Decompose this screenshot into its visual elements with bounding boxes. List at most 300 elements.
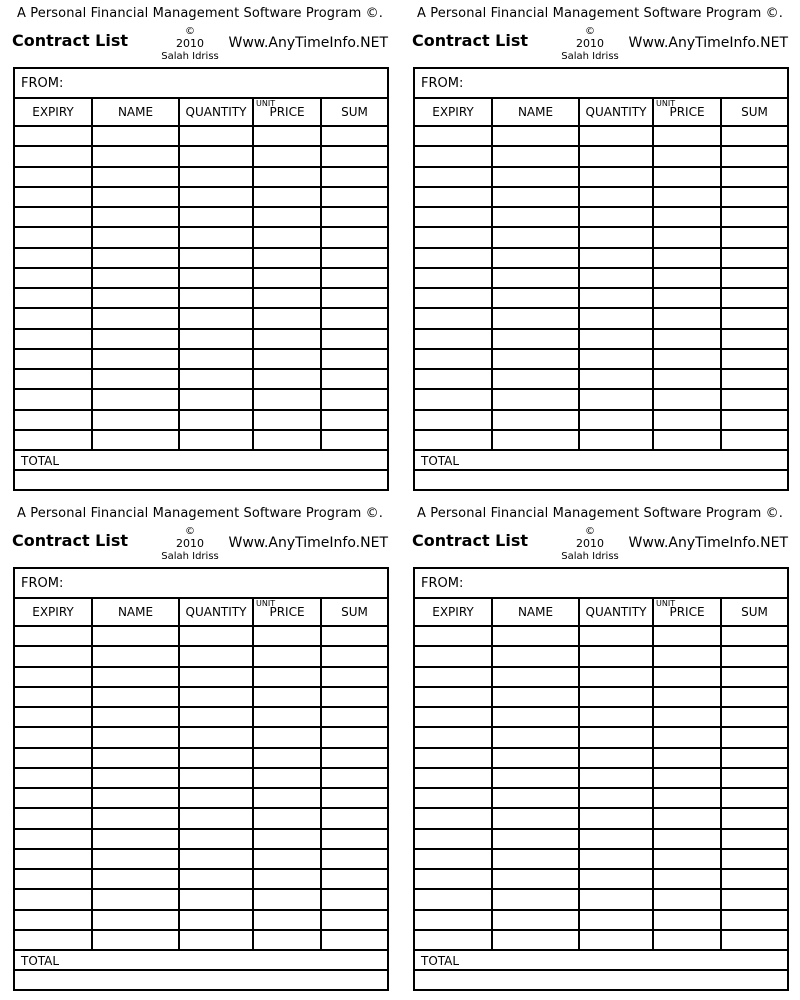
from-field[interactable]: [15, 69, 387, 99]
entry-cell[interactable]: [579, 207, 653, 227]
entry-cell[interactable]: [415, 808, 492, 828]
entry-cell[interactable]: [653, 430, 721, 450]
entry-cell[interactable]: [492, 727, 579, 747]
entry-cell[interactable]: [321, 869, 387, 889]
entry-cell[interactable]: [415, 167, 492, 187]
entry-cell[interactable]: [321, 207, 387, 227]
entry-cell[interactable]: [253, 369, 321, 389]
entry-cell[interactable]: [321, 248, 387, 268]
entry-cell[interactable]: [92, 646, 179, 666]
entry-cell[interactable]: [321, 707, 387, 727]
entry-cell[interactable]: [579, 126, 653, 146]
entry-cell[interactable]: [15, 788, 92, 808]
entry-cell[interactable]: [415, 748, 492, 768]
entry-cell[interactable]: [721, 308, 787, 328]
entry-cell[interactable]: [15, 768, 92, 788]
entry-cell[interactable]: [15, 308, 92, 328]
entry-cell[interactable]: [179, 430, 253, 450]
entry-cell[interactable]: [721, 349, 787, 369]
entry-cell[interactable]: [92, 288, 179, 308]
entry-cell[interactable]: [179, 869, 253, 889]
entry-cell[interactable]: [415, 788, 492, 808]
entry-cell[interactable]: [179, 167, 253, 187]
entry-cell[interactable]: [415, 930, 492, 950]
entry-cell[interactable]: [721, 768, 787, 788]
entry-cell[interactable]: [415, 187, 492, 207]
entry-cell[interactable]: [321, 167, 387, 187]
entry-cell[interactable]: [492, 910, 579, 930]
entry-cell[interactable]: [492, 646, 579, 666]
entry-cell[interactable]: [15, 748, 92, 768]
entry-cell[interactable]: [415, 768, 492, 788]
entry-cell[interactable]: [179, 126, 253, 146]
entry-cell[interactable]: [653, 126, 721, 146]
entry-cell[interactable]: [321, 369, 387, 389]
entry-cell[interactable]: [653, 626, 721, 646]
entry-cell[interactable]: [253, 389, 321, 409]
entry-cell[interactable]: [492, 248, 579, 268]
entry-cell[interactable]: [492, 187, 579, 207]
entry-cell[interactable]: [492, 788, 579, 808]
entry-cell[interactable]: [579, 430, 653, 450]
entry-cell[interactable]: [721, 410, 787, 430]
entry-cell[interactable]: [92, 146, 179, 166]
entry-cell[interactable]: [92, 808, 179, 828]
entry-cell[interactable]: [15, 288, 92, 308]
entry-cell[interactable]: [721, 910, 787, 930]
entry-cell[interactable]: [15, 268, 92, 288]
entry-cell[interactable]: [721, 849, 787, 869]
entry-cell[interactable]: [653, 389, 721, 409]
website-link[interactable]: Www.AnyTimeInfo.NET: [628, 535, 788, 551]
entry-cell[interactable]: [721, 869, 787, 889]
entry-cell[interactable]: [92, 308, 179, 328]
entry-cell[interactable]: [653, 829, 721, 849]
entry-cell[interactable]: [15, 829, 92, 849]
entry-cell[interactable]: [179, 910, 253, 930]
entry-cell[interactable]: [415, 626, 492, 646]
entry-cell[interactable]: [179, 849, 253, 869]
entry-cell[interactable]: [253, 329, 321, 349]
entry-cell[interactable]: [92, 430, 179, 450]
entry-cell[interactable]: [653, 707, 721, 727]
entry-cell[interactable]: [15, 889, 92, 909]
entry-cell[interactable]: [179, 349, 253, 369]
entry-cell[interactable]: [179, 288, 253, 308]
entry-cell[interactable]: [492, 707, 579, 727]
entry-cell[interactable]: [92, 410, 179, 430]
entry-cell[interactable]: [321, 288, 387, 308]
entry-cell[interactable]: [415, 308, 492, 328]
website-link[interactable]: Www.AnyTimeInfo.NET: [628, 35, 788, 51]
entry-cell[interactable]: [321, 768, 387, 788]
entry-cell[interactable]: [579, 369, 653, 389]
entry-cell[interactable]: [415, 227, 492, 247]
entry-cell[interactable]: [579, 727, 653, 747]
entry-cell[interactable]: [579, 146, 653, 166]
entry-cell[interactable]: [721, 727, 787, 747]
entry-cell[interactable]: [179, 727, 253, 747]
entry-cell[interactable]: [321, 626, 387, 646]
entry-cell[interactable]: [653, 687, 721, 707]
entry-cell[interactable]: [492, 146, 579, 166]
entry-cell[interactable]: [321, 788, 387, 808]
entry-cell[interactable]: [579, 768, 653, 788]
from-field[interactable]: [415, 569, 787, 599]
entry-cell[interactable]: [579, 687, 653, 707]
entry-cell[interactable]: [415, 829, 492, 849]
entry-cell[interactable]: [492, 126, 579, 146]
entry-cell[interactable]: [721, 930, 787, 950]
entry-cell[interactable]: [653, 349, 721, 369]
entry-cell[interactable]: [579, 288, 653, 308]
entry-cell[interactable]: [415, 430, 492, 450]
entry-cell[interactable]: [721, 687, 787, 707]
entry-cell[interactable]: [92, 727, 179, 747]
entry-cell[interactable]: [653, 268, 721, 288]
entry-cell[interactable]: [492, 207, 579, 227]
entry-cell[interactable]: [492, 227, 579, 247]
entry-cell[interactable]: [92, 768, 179, 788]
entry-cell[interactable]: [653, 808, 721, 828]
entry-cell[interactable]: [721, 248, 787, 268]
entry-cell[interactable]: [721, 829, 787, 849]
entry-cell[interactable]: [492, 869, 579, 889]
entry-cell[interactable]: [579, 910, 653, 930]
entry-cell[interactable]: [579, 349, 653, 369]
entry-cell[interactable]: [653, 329, 721, 349]
entry-cell[interactable]: [492, 308, 579, 328]
entry-cell[interactable]: [15, 187, 92, 207]
entry-cell[interactable]: [321, 410, 387, 430]
entry-cell[interactable]: [179, 646, 253, 666]
entry-cell[interactable]: [721, 126, 787, 146]
entry-cell[interactable]: [653, 288, 721, 308]
entry-cell[interactable]: [321, 268, 387, 288]
entry-cell[interactable]: [653, 849, 721, 869]
entry-cell[interactable]: [253, 308, 321, 328]
entry-cell[interactable]: [253, 288, 321, 308]
entry-cell[interactable]: [253, 808, 321, 828]
entry-cell[interactable]: [15, 430, 92, 450]
entry-cell[interactable]: [721, 788, 787, 808]
entry-cell[interactable]: [415, 207, 492, 227]
entry-cell[interactable]: [492, 389, 579, 409]
entry-cell[interactable]: [253, 930, 321, 950]
entry-cell[interactable]: [492, 288, 579, 308]
entry-cell[interactable]: [321, 667, 387, 687]
entry-cell[interactable]: [721, 808, 787, 828]
entry-cell[interactable]: [15, 707, 92, 727]
entry-cell[interactable]: [15, 126, 92, 146]
entry-cell[interactable]: [179, 146, 253, 166]
entry-cell[interactable]: [492, 626, 579, 646]
entry-cell[interactable]: [179, 930, 253, 950]
entry-cell[interactable]: [92, 829, 179, 849]
entry-cell[interactable]: [92, 748, 179, 768]
entry-cell[interactable]: [653, 727, 721, 747]
entry-cell[interactable]: [415, 349, 492, 369]
entry-cell[interactable]: [653, 248, 721, 268]
entry-cell[interactable]: [415, 849, 492, 869]
entry-cell[interactable]: [492, 687, 579, 707]
entry-cell[interactable]: [653, 930, 721, 950]
entry-cell[interactable]: [321, 829, 387, 849]
entry-cell[interactable]: [179, 768, 253, 788]
entry-cell[interactable]: [15, 349, 92, 369]
entry-cell[interactable]: [92, 369, 179, 389]
entry-cell[interactable]: [321, 227, 387, 247]
entry-cell[interactable]: [579, 788, 653, 808]
entry-cell[interactable]: [253, 146, 321, 166]
entry-cell[interactable]: [653, 748, 721, 768]
entry-cell[interactable]: [179, 329, 253, 349]
entry-cell[interactable]: [15, 369, 92, 389]
entry-cell[interactable]: [415, 126, 492, 146]
entry-cell[interactable]: [253, 349, 321, 369]
entry-cell[interactable]: [92, 687, 179, 707]
entry-cell[interactable]: [653, 187, 721, 207]
entry-cell[interactable]: [92, 910, 179, 930]
entry-cell[interactable]: [321, 126, 387, 146]
entry-cell[interactable]: [492, 329, 579, 349]
entry-cell[interactable]: [179, 248, 253, 268]
entry-cell[interactable]: [415, 288, 492, 308]
entry-cell[interactable]: [253, 829, 321, 849]
entry-cell[interactable]: [415, 646, 492, 666]
entry-cell[interactable]: [653, 889, 721, 909]
entry-cell[interactable]: [579, 667, 653, 687]
entry-cell[interactable]: [179, 667, 253, 687]
entry-cell[interactable]: [321, 687, 387, 707]
entry-cell[interactable]: [321, 727, 387, 747]
entry-cell[interactable]: [92, 626, 179, 646]
entry-cell[interactable]: [15, 808, 92, 828]
entry-cell[interactable]: [721, 889, 787, 909]
entry-cell[interactable]: [321, 308, 387, 328]
entry-cell[interactable]: [721, 369, 787, 389]
entry-cell[interactable]: [179, 687, 253, 707]
entry-cell[interactable]: [179, 268, 253, 288]
entry-cell[interactable]: [15, 930, 92, 950]
entry-cell[interactable]: [253, 626, 321, 646]
entry-cell[interactable]: [653, 369, 721, 389]
entry-cell[interactable]: [179, 707, 253, 727]
entry-cell[interactable]: [653, 646, 721, 666]
entry-cell[interactable]: [179, 626, 253, 646]
entry-cell[interactable]: [653, 207, 721, 227]
entry-cell[interactable]: [721, 207, 787, 227]
entry-cell[interactable]: [579, 889, 653, 909]
entry-cell[interactable]: [179, 308, 253, 328]
entry-cell[interactable]: [415, 329, 492, 349]
entry-cell[interactable]: [179, 369, 253, 389]
entry-cell[interactable]: [92, 126, 179, 146]
entry-cell[interactable]: [253, 646, 321, 666]
entry-cell[interactable]: [179, 889, 253, 909]
entry-cell[interactable]: [321, 889, 387, 909]
entry-cell[interactable]: [653, 167, 721, 187]
entry-cell[interactable]: [92, 329, 179, 349]
entry-cell[interactable]: [721, 389, 787, 409]
entry-cell[interactable]: [721, 646, 787, 666]
entry-cell[interactable]: [492, 808, 579, 828]
entry-cell[interactable]: [721, 146, 787, 166]
entry-cell[interactable]: [179, 410, 253, 430]
entry-cell[interactable]: [92, 268, 179, 288]
entry-cell[interactable]: [179, 207, 253, 227]
entry-cell[interactable]: [492, 768, 579, 788]
entry-cell[interactable]: [15, 646, 92, 666]
entry-cell[interactable]: [653, 227, 721, 247]
entry-cell[interactable]: [579, 227, 653, 247]
entry-cell[interactable]: [15, 849, 92, 869]
entry-cell[interactable]: [92, 389, 179, 409]
entry-cell[interactable]: [415, 687, 492, 707]
entry-cell[interactable]: [253, 126, 321, 146]
entry-cell[interactable]: [415, 369, 492, 389]
entry-cell[interactable]: [415, 389, 492, 409]
entry-cell[interactable]: [15, 248, 92, 268]
entry-cell[interactable]: [15, 869, 92, 889]
entry-cell[interactable]: [415, 910, 492, 930]
entry-cell[interactable]: [92, 869, 179, 889]
entry-cell[interactable]: [492, 430, 579, 450]
entry-cell[interactable]: [253, 248, 321, 268]
entry-cell[interactable]: [492, 849, 579, 869]
entry-cell[interactable]: [179, 389, 253, 409]
entry-cell[interactable]: [179, 748, 253, 768]
entry-cell[interactable]: [415, 869, 492, 889]
entry-cell[interactable]: [92, 207, 179, 227]
entry-cell[interactable]: [321, 329, 387, 349]
entry-cell[interactable]: [579, 410, 653, 430]
entry-cell[interactable]: [321, 646, 387, 666]
entry-cell[interactable]: [721, 707, 787, 727]
entry-cell[interactable]: [492, 667, 579, 687]
entry-cell[interactable]: [492, 268, 579, 288]
entry-cell[interactable]: [15, 910, 92, 930]
entry-cell[interactable]: [253, 687, 321, 707]
entry-cell[interactable]: [415, 248, 492, 268]
entry-cell[interactable]: [92, 248, 179, 268]
entry-cell[interactable]: [321, 748, 387, 768]
entry-cell[interactable]: [253, 268, 321, 288]
entry-cell[interactable]: [321, 349, 387, 369]
entry-cell[interactable]: [92, 187, 179, 207]
entry-cell[interactable]: [492, 889, 579, 909]
entry-cell[interactable]: [15, 207, 92, 227]
entry-cell[interactable]: [15, 727, 92, 747]
entry-cell[interactable]: [415, 727, 492, 747]
entry-cell[interactable]: [653, 146, 721, 166]
entry-cell[interactable]: [15, 227, 92, 247]
entry-cell[interactable]: [15, 626, 92, 646]
entry-cell[interactable]: [579, 626, 653, 646]
entry-cell[interactable]: [653, 788, 721, 808]
entry-cell[interactable]: [253, 167, 321, 187]
entry-cell[interactable]: [415, 268, 492, 288]
entry-cell[interactable]: [92, 667, 179, 687]
entry-cell[interactable]: [653, 308, 721, 328]
entry-cell[interactable]: [579, 329, 653, 349]
entry-cell[interactable]: [721, 748, 787, 768]
entry-cell[interactable]: [721, 268, 787, 288]
website-link[interactable]: Www.AnyTimeInfo.NET: [228, 535, 388, 551]
entry-cell[interactable]: [721, 329, 787, 349]
entry-cell[interactable]: [415, 410, 492, 430]
entry-cell[interactable]: [321, 430, 387, 450]
entry-cell[interactable]: [253, 768, 321, 788]
entry-cell[interactable]: [92, 849, 179, 869]
entry-cell[interactable]: [92, 707, 179, 727]
entry-cell[interactable]: [92, 167, 179, 187]
entry-cell[interactable]: [15, 167, 92, 187]
entry-cell[interactable]: [492, 748, 579, 768]
entry-cell[interactable]: [253, 410, 321, 430]
entry-cell[interactable]: [579, 829, 653, 849]
entry-cell[interactable]: [321, 389, 387, 409]
entry-cell[interactable]: [721, 187, 787, 207]
entry-cell[interactable]: [15, 329, 92, 349]
entry-cell[interactable]: [721, 167, 787, 187]
entry-cell[interactable]: [253, 707, 321, 727]
entry-cell[interactable]: [321, 808, 387, 828]
entry-cell[interactable]: [321, 146, 387, 166]
entry-cell[interactable]: [579, 389, 653, 409]
entry-cell[interactable]: [579, 748, 653, 768]
entry-cell[interactable]: [579, 849, 653, 869]
entry-cell[interactable]: [179, 829, 253, 849]
entry-cell[interactable]: [579, 869, 653, 889]
entry-cell[interactable]: [415, 146, 492, 166]
entry-cell[interactable]: [321, 910, 387, 930]
entry-cell[interactable]: [15, 389, 92, 409]
entry-cell[interactable]: [253, 430, 321, 450]
entry-cell[interactable]: [579, 187, 653, 207]
entry-cell[interactable]: [415, 667, 492, 687]
entry-cell[interactable]: [321, 187, 387, 207]
entry-cell[interactable]: [15, 667, 92, 687]
entry-cell[interactable]: [579, 167, 653, 187]
entry-cell[interactable]: [579, 808, 653, 828]
entry-cell[interactable]: [253, 889, 321, 909]
entry-cell[interactable]: [653, 869, 721, 889]
entry-cell[interactable]: [721, 626, 787, 646]
entry-cell[interactable]: [721, 430, 787, 450]
entry-cell[interactable]: [253, 748, 321, 768]
entry-cell[interactable]: [579, 646, 653, 666]
entry-cell[interactable]: [653, 410, 721, 430]
entry-cell[interactable]: [92, 889, 179, 909]
entry-cell[interactable]: [15, 687, 92, 707]
website-link[interactable]: Www.AnyTimeInfo.NET: [228, 35, 388, 51]
entry-cell[interactable]: [321, 849, 387, 869]
entry-cell[interactable]: [92, 227, 179, 247]
entry-cell[interactable]: [492, 829, 579, 849]
entry-cell[interactable]: [492, 369, 579, 389]
entry-cell[interactable]: [579, 268, 653, 288]
entry-cell[interactable]: [721, 667, 787, 687]
entry-cell[interactable]: [253, 207, 321, 227]
entry-cell[interactable]: [179, 187, 253, 207]
entry-cell[interactable]: [579, 930, 653, 950]
entry-cell[interactable]: [492, 167, 579, 187]
entry-cell[interactable]: [179, 227, 253, 247]
entry-cell[interactable]: [579, 707, 653, 727]
entry-cell[interactable]: [253, 869, 321, 889]
entry-cell[interactable]: [253, 187, 321, 207]
